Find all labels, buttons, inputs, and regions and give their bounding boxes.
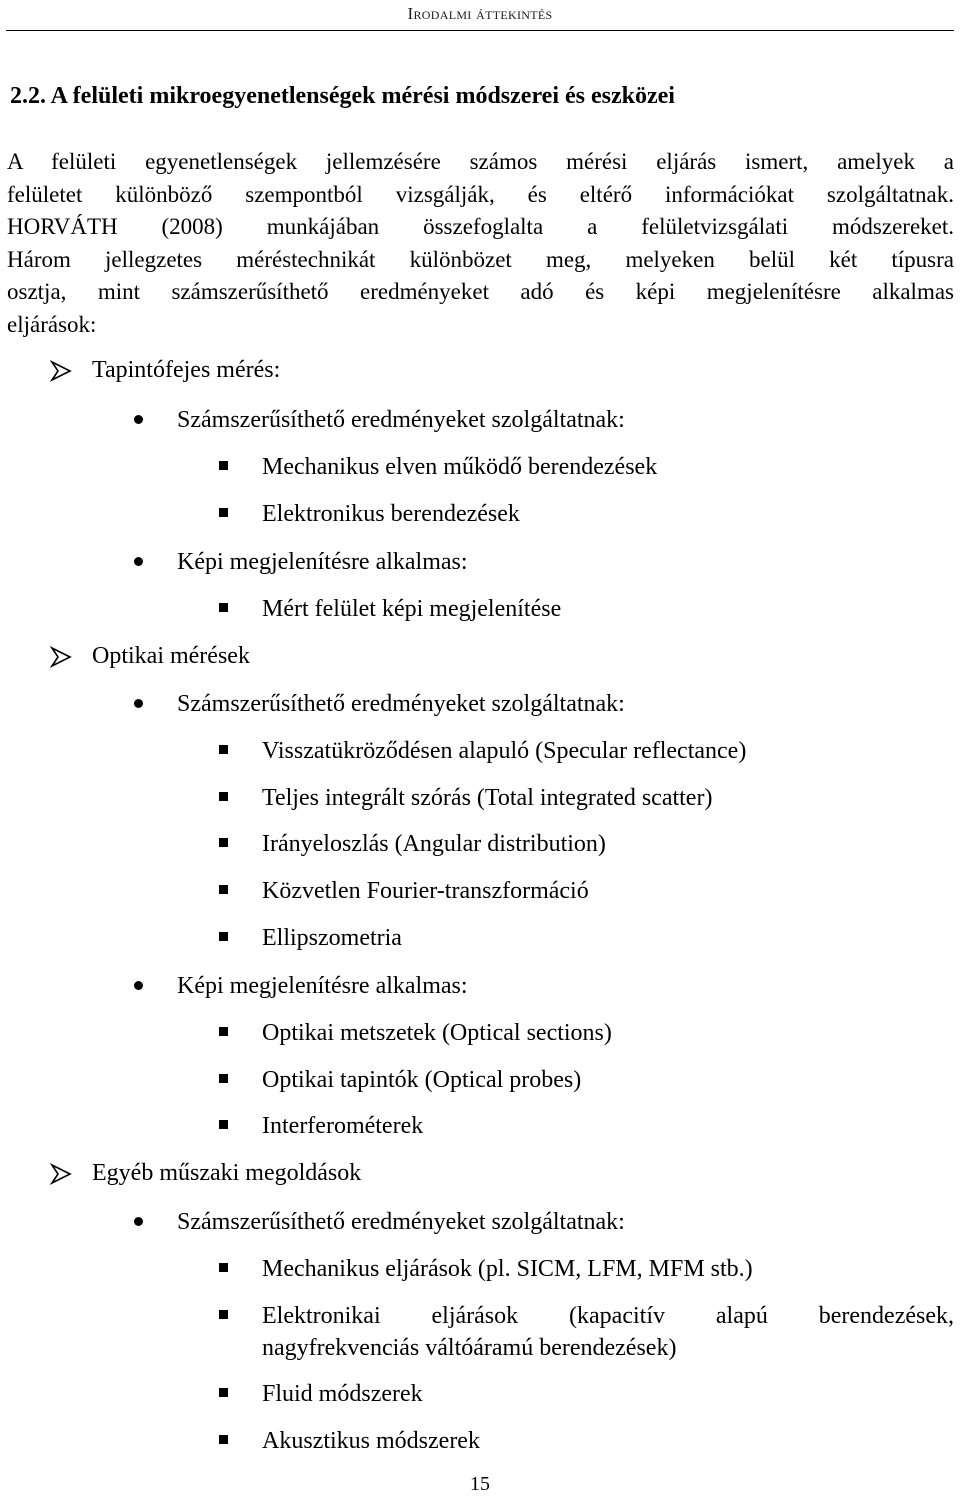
intro-paragraph — [7, 146, 954, 341]
square-bullet-icon — [219, 1263, 228, 1272]
item-label: Mért felület képi megjelenítése — [262, 596, 562, 622]
item-label: Közvetlen Fourier-transzformáció — [262, 878, 589, 904]
square-bullet-icon — [219, 1027, 228, 1036]
group-label: Optikai mérések — [92, 643, 250, 669]
item-label: Elektronikus berendezések — [262, 501, 520, 527]
square-bullet-icon — [219, 1310, 228, 1319]
item-label: Mechanikus elven működő berendezések — [262, 454, 658, 480]
item-label: Akusztikus módszerek — [262, 1428, 480, 1454]
item-label: Irányeloszlás (Angular distribution) — [262, 831, 606, 857]
square-bullet-icon — [219, 792, 228, 801]
square-bullet-icon — [219, 1388, 228, 1397]
running-header-text: Irodalmi áttekintés — [407, 4, 553, 23]
arrow-bullet-icon — [50, 1163, 72, 1185]
arrow-bullet-icon — [50, 646, 72, 668]
category-label: Számszerűsíthető eredményeket szolgáltatnak: — [177, 691, 625, 717]
page-number: 15 — [470, 1473, 490, 1495]
header-rule — [6, 30, 954, 31]
intro-line: osztja, mint számszerűsíthető eredményeket adó és képi megjelenítésre alkalmas — [7, 279, 954, 304]
intro-line: eljárások: — [7, 311, 97, 337]
list-item-multiline — [262, 1300, 954, 1364]
item-label: Teljes integrált szórás (Total integrated scatter) — [262, 785, 713, 811]
category-label: Képi megjelenítésre alkalmas: — [177, 549, 468, 575]
square-bullet-icon — [219, 745, 228, 754]
section-title: 2.2. A felületi mikroegyenetlenségek mérési módszerei és eszközei — [10, 83, 675, 109]
square-bullet-icon — [219, 1074, 228, 1083]
round-bullet-icon — [134, 1217, 143, 1226]
square-bullet-icon — [219, 1435, 228, 1444]
arrow-bullet-icon — [50, 360, 72, 382]
group-label: Egyéb műszaki megoldások — [92, 1160, 362, 1186]
item-label: Mechanikus eljárások (pl. SICM, LFM, MFM stb.) — [262, 1256, 753, 1282]
item-label: Interferométerek — [262, 1113, 424, 1139]
category-label: Számszerűsíthető eredményeket szolgáltatnak: — [177, 407, 625, 433]
round-bullet-icon — [134, 981, 143, 990]
square-bullet-icon — [219, 1120, 228, 1129]
round-bullet-icon — [134, 415, 143, 424]
square-bullet-icon — [219, 932, 228, 941]
intro-line: HORVÁTH (2008) munkájában összefoglalta a felületvizsgálati módszereket. — [7, 214, 954, 239]
category-label: Képi megjelenítésre alkalmas: — [177, 973, 468, 999]
category-label: Számszerűsíthető eredményeket szolgáltatnak: — [177, 1209, 625, 1235]
square-bullet-icon — [219, 508, 228, 517]
group-label: Tapintófejes mérés: — [92, 357, 281, 383]
square-bullet-icon — [219, 838, 228, 847]
item-label: Optikai metszetek (Optical sections) — [262, 1020, 612, 1046]
square-bullet-icon — [219, 461, 228, 470]
item-label-continuation: nagyfrekvenciás váltóáramú berendezések) — [262, 1335, 677, 1361]
square-bullet-icon — [219, 885, 228, 894]
intro-line: A felületi egyenetlenségek jellemzésére számos mérési eljárás ismert, amelyek a — [7, 149, 954, 174]
round-bullet-icon — [134, 699, 143, 708]
item-label: Elektronikai eljárások (kapacitív alapú berendezések, — [262, 1303, 954, 1329]
round-bullet-icon — [134, 557, 143, 566]
item-label: Visszatükröződésen alapuló (Specular reflectance) — [262, 738, 747, 764]
intro-line: Három jellegzetes méréstechnikát különbözet meg, melyeken belül két típusra — [7, 246, 954, 272]
square-bullet-icon — [219, 603, 228, 612]
item-label: Ellipszometria — [262, 925, 402, 951]
intro-line: felületet különböző szempontból vizsgálják, és eltérő információkat szolgáltatnak. — [7, 181, 954, 207]
running-header — [0, 4, 960, 24]
item-label: Optikai tapintók (Optical probes) — [262, 1067, 582, 1093]
item-label: Fluid módszerek — [262, 1381, 423, 1407]
